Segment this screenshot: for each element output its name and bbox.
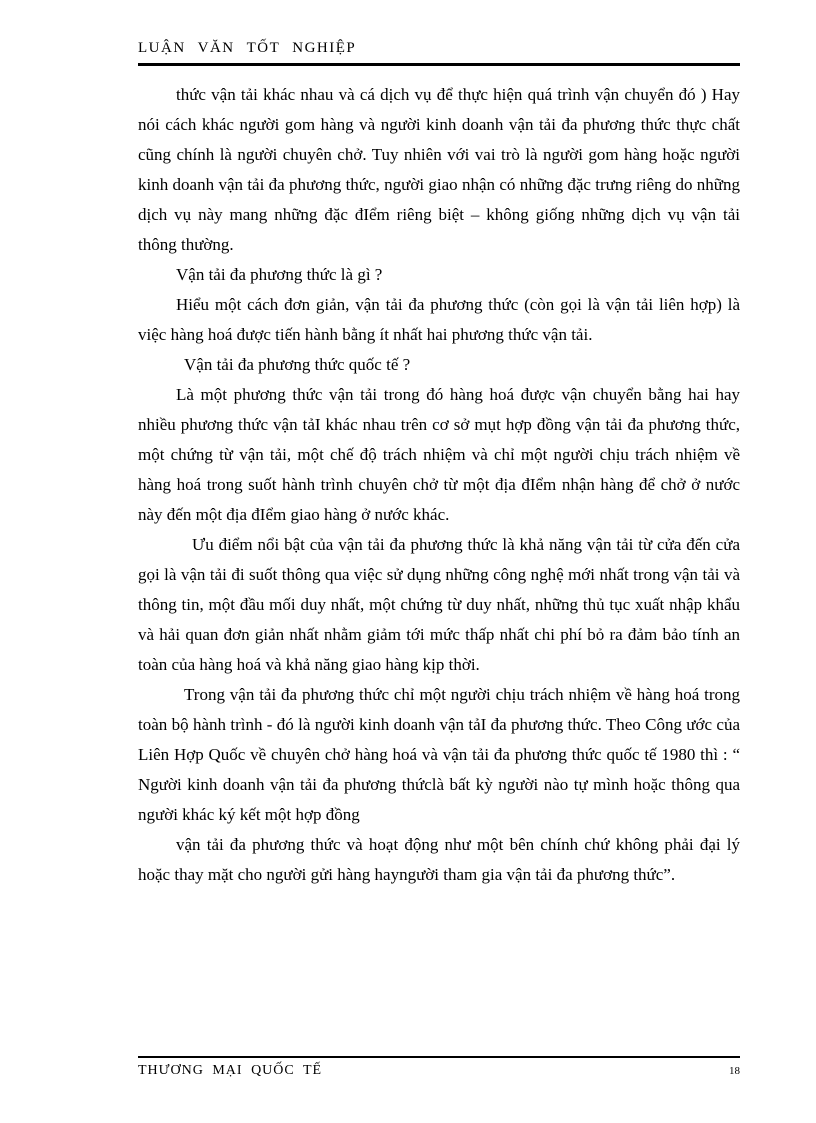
paragraph-continuation: thức vận tải khác nhau và cá dịch vụ để thực hiện quá trình vận chuyển đó ) Hay nói cách khác người gom hàng và người kinh doanh vận tải đa phương thức thực chất cũng chính là người chuyên chở. Tuy nhiên với vai trò là người gom hàng hoặc người kinh doanh vận tải đa phương thức, người giao nhận có những đặc trưng riêng do những dịch vụ này mang những đặc đIểm riêng biệt – không giống những dịch vụ vận tải thông thường. [138, 85, 740, 254]
paragraph-responsibility: Trong vận tải đa phương thức chỉ một người chịu trách nhiệm về hàng hoá trong toàn bộ hành trình - đó là người kinh doanh vận tảI đa phương thức. Theo Công ước của Liên Hợp Quốc về chuyên chở hàng hoá và vận tải đa phương thức quốc tế 1980 thì : “ Người kinh doanh vận tải đa phương thứclà bất kỳ người nào tự mình hoặc thông qua người khác ký kết một hợp đồng [138, 685, 740, 824]
page-footer [138, 1056, 740, 1079]
header-title: LUẬN VĂN TỐT NGHIỆP [138, 40, 357, 56]
footer-row [138, 1063, 740, 1079]
paragraph-advantages: Ưu điểm nổi bật của vận tải đa phương thức là khả năng vận tải từ cửa đến cửa gọi là vận tải đi suốt thông qua việc sử dụng những công nghệ mới nhất trong vận tải và thông tin, một đầu mối duy nhất, một chứng từ duy nhất, những thủ tục xuất nhập khẩu và hải quan đơn giản nhất nhằm giảm tới mức thấp nhất chi phí bỏ ra đảm bảo tính an toàn của hàng hoá và khả năng giao hàng kịp thời. [138, 535, 740, 674]
footer-rule [138, 1056, 740, 1058]
page-number: 18 [729, 1065, 740, 1077]
header-rule [138, 63, 740, 66]
footer-title: THƯƠNG MẠI QUỐC TẾ [138, 1063, 323, 1078]
paragraph-definition-simple: Hiểu một cách đơn giản, vận tải đa phương thức (còn gọi là vận tải liên hợp) là việc hàng hoá được tiến hành bằng ít nhất hai phương thức vận tải. [138, 295, 740, 344]
paragraph-quote-end: vận tải đa phương thức và hoạt động như một bên chính chứ không phải đại lý hoặc thay mặt cho người gửi hàng hayngười tham gia vận tải đa phương thức”. [138, 835, 740, 884]
document-body [138, 80, 740, 890]
paragraph-definition-international: Là một phương thức vận tải trong đó hàng hoá được vận chuyển bằng hai hay nhiều phương thức vận tảI khác nhau trên cơ sở mụt hợp đồng vận tải đa phương thức, một chứng từ vận tải, một chế độ trách nhiệm và chỉ một người chịu trách nhiệm về hàng hoá trong suốt hành trình chuyên chở từ một địa đIểm nhận hàng để chở ở nước này đến một địa đIểm giao hàng ở nước khác. [138, 385, 740, 524]
page-header [138, 40, 740, 66]
paragraph-question-2: Vận tải đa phương thức quốc tế ? [184, 355, 411, 374]
paragraph-question-1: Vận tải đa phương thức là gì ? [176, 265, 383, 284]
